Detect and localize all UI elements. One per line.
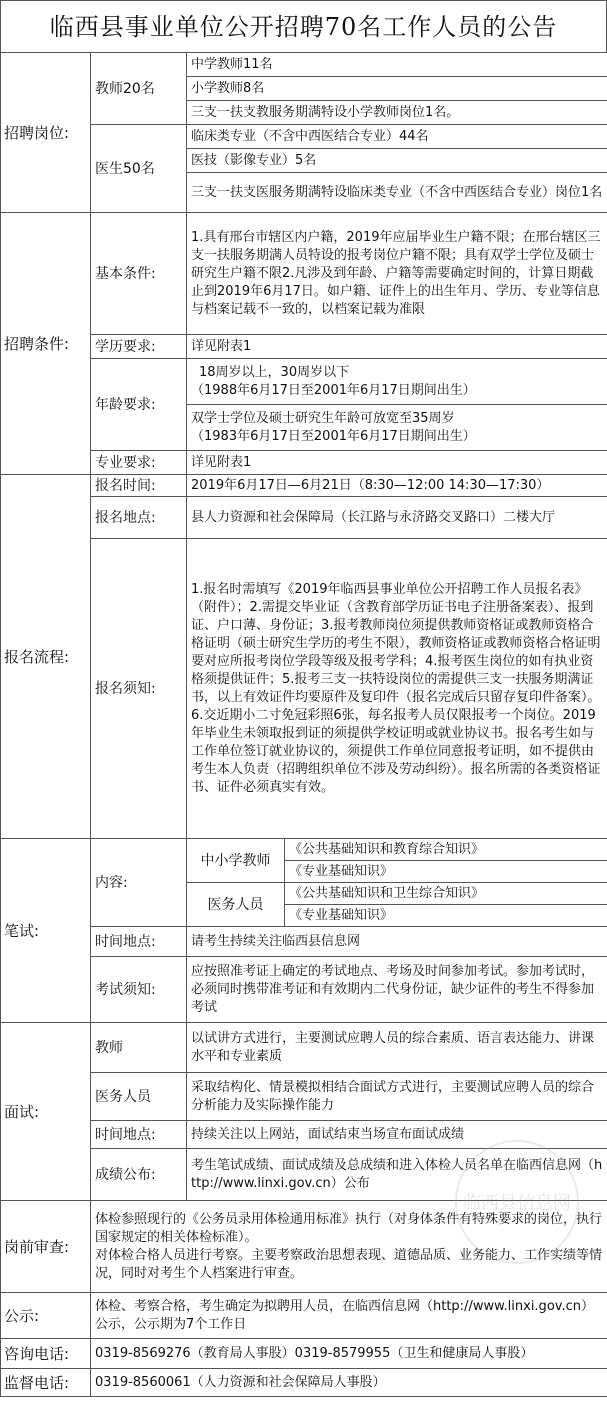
basic-conditions-text: 1.具有邢台市辖区内户籍，2019年应届毕业生户籍不限；在邢台辖区三支一扶服务期满人员特设的报考岗位户籍不限；具有双学士学位及硕士研究生户籍不限2.凡涉及到年龄、户籍等需要确定时间的，计算日期截止到2019年6月17日。如户籍、证件上的出生年月、学历、专业等信息与档案记载不一致的，以档案记载为准限: [187, 213, 607, 335]
written-time-place-label: 时间地点:: [91, 927, 187, 957]
interview-teacher-text: 以试讲方式进行，主要测试应聘人员的综合素质、语言表达能力、讲课水平和专业素质: [187, 1023, 607, 1073]
teacher-quota: 教师20名: [91, 53, 187, 125]
contact-label: 咨询电话:: [1, 1339, 91, 1369]
supervision-label: 监督电话:: [1, 1369, 91, 1397]
age-line: 双学士学位及硕士研究生年龄可放宽至35周岁: [191, 410, 455, 426]
page-title: 临西县事业单位公开招聘70名工作人员的公告: [0, 0, 607, 52]
review-inspection: 对体检合格人员进行考察。主要考察政治思想表现、道德品质、业务能力、工作实绩等情况，同时对考生个人档案进行审查。: [95, 1247, 603, 1281]
interview-medical-label: 医务人员: [91, 1073, 187, 1121]
position-item: 医技（影像专业）5名: [187, 149, 607, 173]
teacher-category: 中小学教师: [187, 839, 285, 883]
age-requirement-1: [187, 359, 607, 405]
written-time-place-text: 请考生持续关注临西县信息网: [187, 927, 607, 957]
publicity-text: 体检、考察合格，考生确定为拟聘用人员，在临西信息网（http://www.linxi.gov.cn）公示，公示期为7个工作日: [91, 1293, 607, 1339]
registration-label: 报名流程:: [1, 475, 91, 839]
doctor-quota: 医生50名: [91, 125, 187, 213]
registration-notice-text: 1.报名时需填写《2019年临西县事业单位公开招聘工作人员报名表》（附件）；2.需提交毕业证（含教育部学历证书电子注册备案表）、报到证、户口薄、身份证；3.报考教师岗位须提供教师资格证或教师资格合格证明（硕士研究生学历的考生不限），教师资格证或教师资格合格证明要对应所报考岗位学段等级及报考学科；4.报考医生岗位的如有执业资格须提供证件；5.报考三支一扶特设岗位的需提供三支一扶服务期满证书，以上有效证件均要原件及复印件（报名完成后只留存复印件备案）。6.交近期小二寸免冠彩照6张，每名报考人员仅限报考一个岗位。2019年毕业生未领取报到证的须提供学校证明或就业协议书。报名考生如与工作单位签订就业协议的，须提供工作单位同意报考证明，如不提供由考生本人负责（招聘组织单位不涉及劳动纠纷）。报名所需的各类资格证书、证件必须真实有效。: [187, 539, 607, 839]
review-medical-exam: 体检参照现行的《公务员录用体检通用标准》执行（对身体条件有特殊要求的岗位，执行国家规定的相关体检标准）。: [95, 1211, 603, 1245]
written-notice-text: 应按照准考证上确定的考试地点、考场及时间参加考试。参加考试时，必须同时携带准考证和有效期内二代身份证，缺少证件的考生不得参加考试: [187, 957, 607, 1023]
education-label: 学历要求:: [91, 335, 187, 359]
contact-phones: 0319-8569276（教育局人事股）0319-8579955（卫生和健康局人事股）: [91, 1339, 607, 1369]
position-item: 小学教师8名: [187, 77, 607, 101]
major-text: 详见附表1: [187, 451, 607, 475]
interview-time-place-label: 时间地点:: [91, 1121, 187, 1149]
score-label: 成绩公布:: [91, 1149, 187, 1201]
major-label: 专业要求:: [91, 451, 187, 475]
written-content-label: 内容:: [91, 839, 187, 927]
exam-subject: 《公共基础知识和卫生综合知识》: [285, 883, 607, 905]
exam-subject: 《公共基础知识和教育综合知识》: [285, 839, 607, 861]
registration-place-label: 报名地点:: [91, 497, 187, 539]
registration-time-text: 2019年6月17日—6月21日（8:30—12:00 14:30—17:30）: [187, 475, 607, 497]
exam-subject: 《专业基础知识》: [285, 905, 607, 927]
written-notice-label: 考试须知:: [91, 957, 187, 1023]
position-item: 三支一扶支医服务期满特设临床类专业（不含中西医结合专业）岗位1名: [187, 173, 607, 213]
interview-time-place-text: 持续关注以上网站，面试结束当场宣布面试成绩: [187, 1121, 607, 1149]
age-line: （1983年6月17日至2001年6月17日期间出生）: [191, 428, 476, 444]
basic-conditions-label: 基本条件:: [91, 213, 187, 335]
interview-teacher-label: 教师: [91, 1023, 187, 1073]
review-text: [91, 1201, 607, 1293]
medical-category: 医务人员: [187, 883, 285, 927]
education-text: 详见附表1: [187, 335, 607, 359]
announcement-table: [0, 52, 607, 1397]
age-label: 年龄要求:: [91, 359, 187, 451]
supervision-phone: 0319-8560061（人力资源和社会保障局人事股）: [91, 1369, 607, 1397]
conditions-label: 招聘条件:: [1, 213, 91, 475]
publicity-label: 公示:: [1, 1293, 91, 1339]
registration-time-label: 报名时间:: [91, 475, 187, 497]
position-item: 临床类专业（不含中西医结合专业）44名: [187, 125, 607, 149]
interview-label: 面试:: [1, 1023, 91, 1201]
watermark-seal: 临西县信息网: [455, 1140, 579, 1264]
age-requirement-2: [187, 405, 607, 451]
score-text: 考生笔试成绩、面试成绩及总成绩和进入体检人员名单在临西信息网（http://www.linxi.gov.cn）公布: [187, 1149, 607, 1201]
interview-medical-text: 采取结构化、情景模拟相结合面试方式进行，主要测试应聘人员的综合分析能力及实际操作能力: [187, 1073, 607, 1121]
registration-notice-label: 报名须知:: [91, 539, 187, 839]
exam-subject: 《专业基础知识》: [285, 861, 607, 883]
registration-place-text: 县人力资源和社会保障局（长江路与永济路交叉路口）二楼大厅: [187, 497, 607, 539]
age-line: （1988年6月17日至2001年6月17日期间出生）: [191, 382, 476, 398]
written-exam-label: 笔试:: [1, 839, 91, 1023]
position-item: 中学教师11名: [187, 53, 607, 77]
age-line: 18周岁以上，30周岁以下: [199, 364, 350, 380]
review-label: 岗前审查:: [1, 1201, 91, 1293]
positions-label: 招聘岗位:: [1, 53, 91, 213]
position-item: 三支一扶支教服务期满特设小学教师岗位1名。: [187, 101, 607, 125]
